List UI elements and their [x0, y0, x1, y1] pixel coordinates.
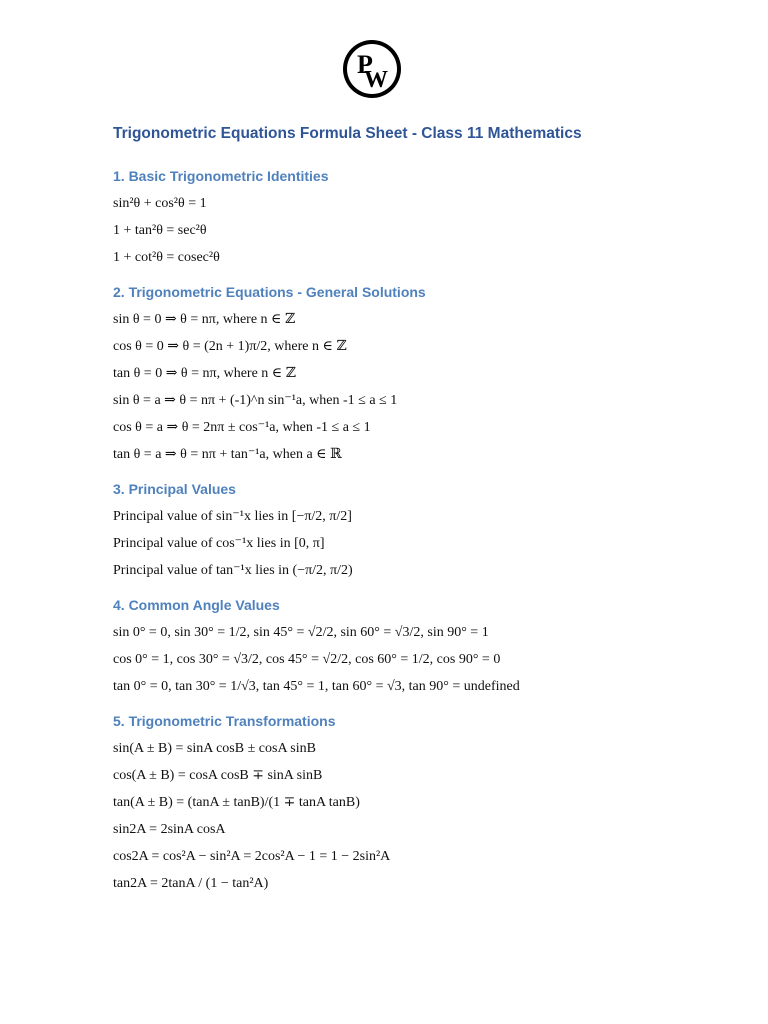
formula-line: Principal value of tan⁻¹x lies in (−π/2, π/2)	[113, 563, 353, 578]
formula-line: tan2A = 2tanA / (1 − tan²A)	[113, 876, 269, 891]
page-title: Trigonometric Equations Formula Sheet - Class 11 Mathematics	[113, 125, 582, 142]
formula-line: sin 0° = 0, sin 30° = 1/2, sin 45° = √2/2, sin 60° = √3/2, sin 90° = 1	[113, 625, 489, 640]
formula-line: sin2A = 2sinA cosA	[113, 822, 226, 837]
section-heading: 4. Common Angle Values	[113, 597, 280, 613]
formula-line: cos θ = 0 ⇒ θ = (2n + 1)π/2, where n ∈ ℤ	[113, 339, 347, 354]
section-general-solutions	[113, 282, 713, 468]
formula-line: sin θ = 0 ⇒ θ = nπ, where n ∈ ℤ	[113, 312, 296, 327]
section-heading: 5. Trigonometric Transformations	[113, 713, 336, 729]
pw-logo-icon	[342, 39, 402, 99]
section-principal-values	[113, 479, 713, 584]
formula-line: cos 0° = 1, cos 30° = √3/2, cos 45° = √2/2, cos 60° = 1/2, cos 90° = 0	[113, 652, 501, 667]
formula-line: tan(A ± B) = (tanA ± tanB)/(1 ∓ tanA tanB)	[113, 795, 360, 810]
formula-line: Principal value of sin⁻¹x lies in [−π/2, π/2]	[113, 509, 352, 524]
formula-line: Principal value of cos⁻¹x lies in [0, π]	[113, 536, 325, 551]
formula-line: sin(A ± B) = sinA cosB ± cosA sinB	[113, 741, 316, 756]
section-common-angles	[113, 595, 713, 700]
formula-line: cos(A ± B) = cosA cosB ∓ sinA sinB	[113, 768, 323, 783]
section-heading: 1. Basic Trigonometric Identities	[113, 168, 329, 184]
formula-line: cos θ = a ⇒ θ = 2nπ ± cos⁻¹a, when -1 ≤ a ≤ 1	[113, 420, 371, 435]
formula-line: tan θ = 0 ⇒ θ = nπ, where n ∈ ℤ	[113, 366, 296, 381]
section-transformations	[113, 711, 713, 897]
section-basic-identities	[113, 166, 713, 271]
formula-line: tan θ = a ⇒ θ = nπ + tan⁻¹a, when a ∈ ℝ	[113, 447, 342, 462]
svg-text:W: W	[364, 67, 388, 93]
section-heading: 2. Trigonometric Equations - General Solutions	[113, 284, 426, 300]
formula-line: cos2A = cos²A − sin²A = 2cos²A − 1 = 1 − 2sin²A	[113, 849, 391, 864]
formula-line: tan 0° = 0, tan 30° = 1/√3, tan 45° = 1, tan 60° = √3, tan 90° = undefined	[113, 679, 520, 694]
formula-line: sin²θ + cos²θ = 1	[113, 196, 207, 211]
section-heading: 3. Principal Values	[113, 481, 236, 497]
svg-text:P: P	[357, 50, 373, 79]
formula-line: 1 + cot²θ = cosec²θ	[113, 250, 220, 265]
document-body	[113, 124, 713, 908]
formula-line: sin θ = a ⇒ θ = nπ + (-1)^n sin⁻¹a, when -1 ≤ a ≤ 1	[113, 393, 398, 408]
formula-line: 1 + tan²θ = sec²θ	[113, 223, 207, 238]
